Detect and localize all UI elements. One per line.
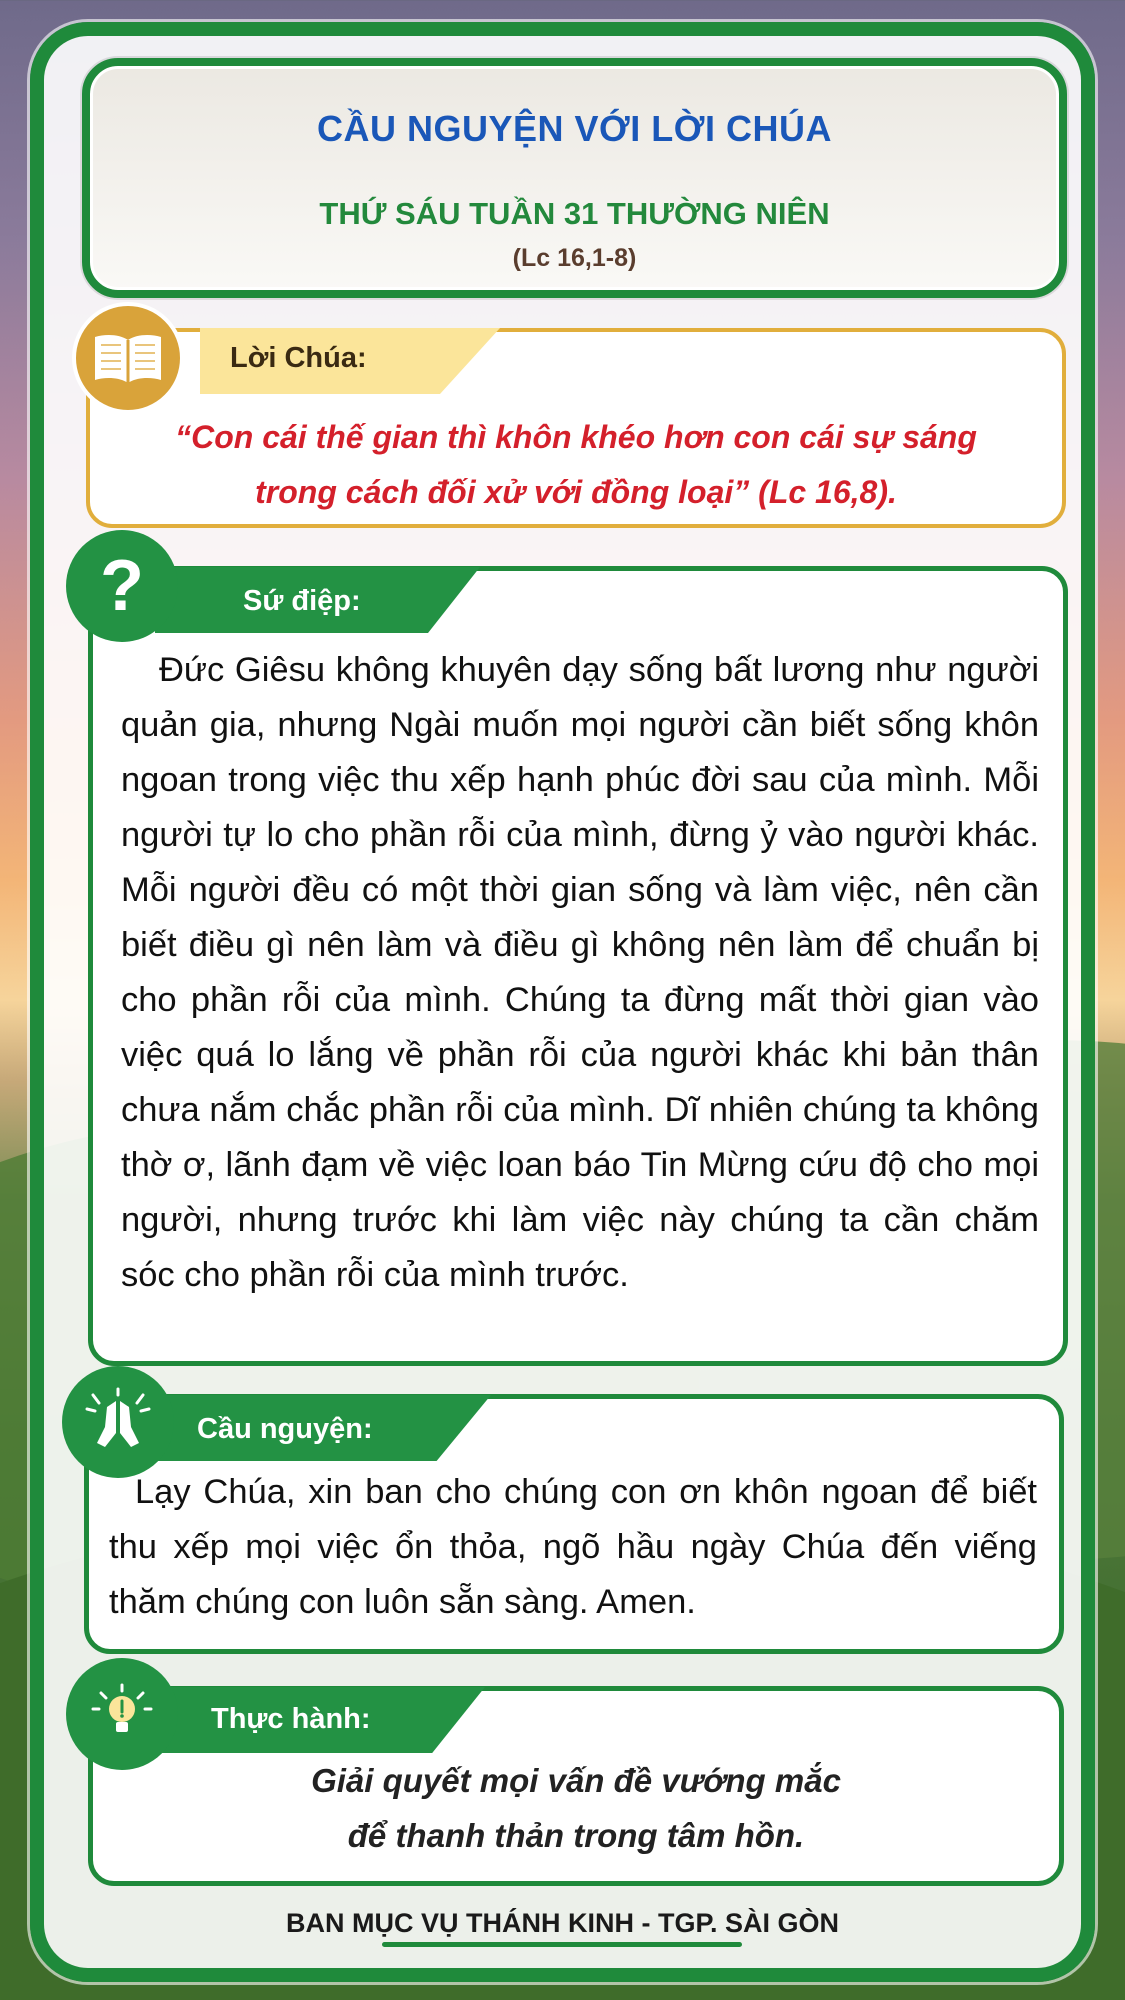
word-quote: “Con cái thế gian thì khôn khéo hơn con cái sự sáng trong cách đối xử với đồng loại” (Lc 16,8). — [175, 419, 977, 510]
page-subtitle: THỨ SÁU TUẦN 31 THƯỜNG NIÊN — [319, 196, 830, 231]
word-label: Lời Chúa: — [230, 342, 367, 374]
footer-credit: BAN MỤC VỤ THÁNH KINH - TGP. SÀI GÒN — [285, 1908, 839, 1938]
word-section — [86, 328, 1066, 528]
prayer-label: Cầu nguyện: — [197, 1413, 373, 1445]
message-section — [88, 566, 1068, 1366]
practice-line-2: để thanh thản trong tâm hồn. — [347, 1817, 805, 1854]
prayer-section — [84, 1394, 1064, 1654]
message-text: Đức Giêsu không khuyên dạy sống bất lương như người quản gia, nhưng Ngài muốn mọi người cần biết sống khôn ngoan trong việc thu xếp hạnh phúc đời sau của mình. Mỗi người tự lo cho phần rỗi của mình, đừng ỷ vào người khác. Mỗi người đều có một thời gian sống và làm việc, nên cần biết điều gì nên làm và điều gì không nên làm để chuẩn bị cho phần rỗi của mình. Chúng ta đừng mất thời gian vào việc quá lo lắng về phần rỗi của người khác khi bản thân chưa nắm chắc phần rỗi của mình. Dĩ nhiên chúng ta không thờ ơ, lãnh đạm về việc loan báo Tin Mừng cứu độ cho mọi người, nhưng trước khi làm việc này chúng ta cần chăm sóc cho phần rỗi của mình trước. — [121, 651, 1039, 1294]
practice-label: Thực hành: — [211, 1703, 371, 1735]
practice-line-1: Giải quyết mọi vấn đề vướng mắc — [311, 1762, 841, 1799]
header-panel — [82, 58, 1067, 298]
message-label: Sứ điệp: — [243, 585, 361, 617]
footer-divider — [382, 1942, 742, 1947]
question-mark-icon: ? — [66, 530, 178, 642]
lightbulb-icon — [66, 1658, 178, 1770]
main-card — [30, 22, 1095, 1982]
practice-text — [113, 1753, 1039, 1863]
prayer-text: Lạy Chúa, xin ban cho chúng con ơn khôn ngoan để biết thu xếp mọi việc ổn thỏa, ngõ hầu ngày Chúa đến viếng thăm chúng con luôn sẵn sàng. Amen. — [109, 1473, 1037, 1621]
praying-hands-icon — [62, 1366, 174, 1478]
scripture-reference: (Lc 16,1-8) — [512, 244, 637, 272]
practice-section — [88, 1686, 1064, 1886]
open-book-icon — [72, 302, 184, 414]
page-title: CẦU NGUYỆN VỚI LỜI CHÚA — [317, 108, 832, 149]
